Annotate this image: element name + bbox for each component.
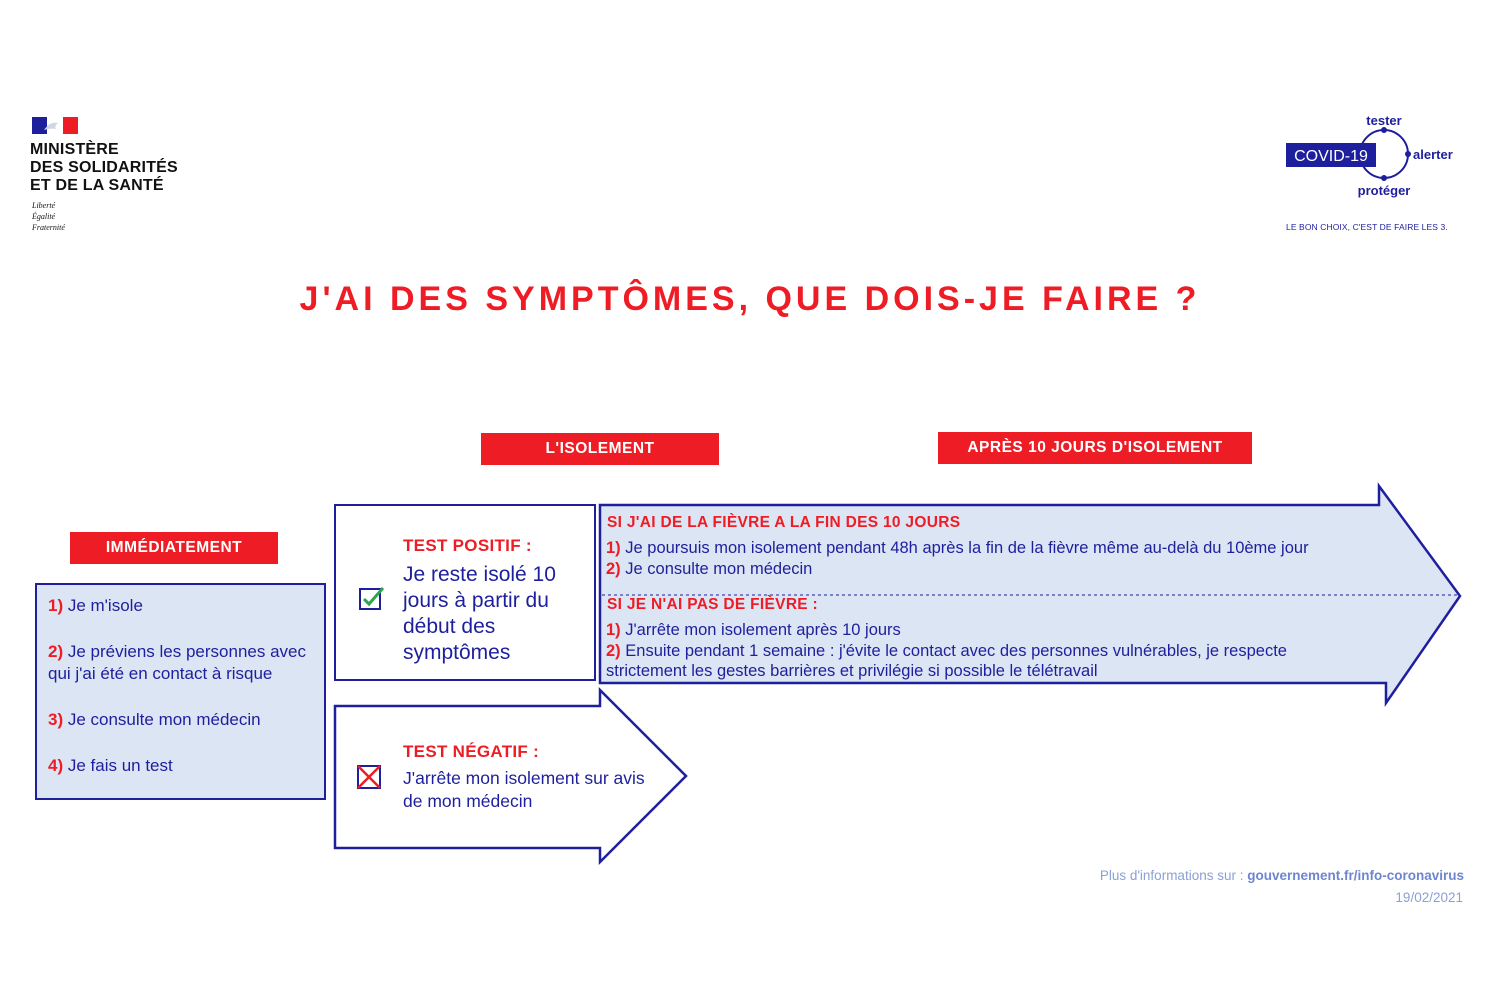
step-number: 1): [606, 621, 621, 639]
no-fever-step-2-continuation: strictement les gestes barrières et privilégie si possible le télétravail: [606, 662, 1098, 680]
step-text: Je fais un test: [63, 756, 173, 775]
footer-info: [1100, 868, 1464, 883]
step-text: Ensuite pendant 1 semaine : j'évite le contact avec des personnes vulnérables, je respecte: [620, 642, 1287, 660]
logo-alerter: alerter: [1413, 147, 1453, 162]
footer-date: 19/02/2021: [1395, 890, 1463, 905]
motto-liberte: Liberté: [32, 201, 56, 210]
step-text: Je préviens les personnes avec qui j'ai été en contact à risque: [48, 642, 306, 683]
ministry-line-3: ET DE LA SANTÉ: [30, 177, 164, 194]
label-immediatement: IMMÉDIATEMENT: [70, 532, 278, 564]
motto-egalite: Égalité: [32, 212, 56, 221]
label-isolement: L'ISOLEMENT: [481, 433, 719, 465]
step-number: 2): [48, 642, 64, 661]
checked-box-icon: [358, 584, 386, 612]
ministry-line-1: MINISTÈRE: [30, 141, 119, 158]
positive-test-box: [334, 504, 596, 681]
immediate-step-1: [48, 595, 314, 617]
step-text: Je poursuis mon isolement pendant 48h après la fin de la fièvre même au-delà du 10ème jour: [620, 539, 1309, 557]
step-text: J'arrête mon isolement après 10 jours: [620, 621, 901, 639]
no-fever-step-2: [606, 641, 1287, 662]
immediate-step-4: [48, 755, 314, 777]
no-fever-step-1: [606, 620, 901, 641]
step-number: 4): [48, 756, 64, 775]
immediate-steps-box: [35, 583, 326, 800]
ministry-line-2: DES SOLIDARITÉS: [30, 159, 178, 176]
footer-info-link[interactable]: gouvernement.fr/info-coronavirus: [1247, 868, 1464, 883]
step-number: 1): [48, 596, 64, 615]
motto-fraternite: Fraternité: [32, 223, 65, 232]
logo-tester: tester: [1366, 113, 1402, 128]
step-number: 2): [606, 642, 621, 660]
step-text: Je m'isole: [63, 596, 143, 615]
fever-step-1: [606, 538, 1309, 559]
covid-tagline: LE BON CHOIX, C'EST DE FAIRE LES 3.: [1286, 222, 1448, 232]
step-number: 3): [48, 710, 64, 729]
covid-badge-text: COVID-19: [1294, 148, 1368, 165]
label-apres-10-jours: APRÈS 10 JOURS D'ISOLEMENT: [938, 432, 1252, 464]
negative-test-heading: TEST NÉGATIF :: [403, 742, 540, 761]
step-text: Je consulte mon médecin: [63, 710, 261, 729]
footer-info-prefix: Plus d'informations sur :: [1099, 868, 1248, 883]
negative-test-text: J'arrête mon isolement sur avis de mon médecin: [403, 768, 645, 811]
no-fever-heading: SI JE N'AI PAS DE FIÈVRE :: [607, 596, 819, 613]
step-text: Je consulte mon médecin: [620, 560, 813, 578]
positive-test-heading: TEST POSITIF :: [403, 536, 532, 555]
positive-test-text: Je reste isolé 10 jours à partir du début des symptômes: [403, 563, 556, 664]
page-title: J'AI DES SYMPTÔMES, QUE DOIS-JE FAIRE ?: [299, 280, 1201, 318]
step-number: 2): [606, 560, 621, 578]
logo-proteger: protéger: [1357, 183, 1411, 198]
step-number: 1): [606, 539, 621, 557]
immediate-step-2: [48, 641, 314, 685]
immediate-step-3: [48, 709, 314, 731]
fever-heading: SI J'AI DE LA FIÈVRE A LA FIN DES 10 JOURS: [607, 514, 961, 531]
crossed-box-icon: [356, 763, 384, 791]
fever-step-2: [606, 559, 812, 580]
